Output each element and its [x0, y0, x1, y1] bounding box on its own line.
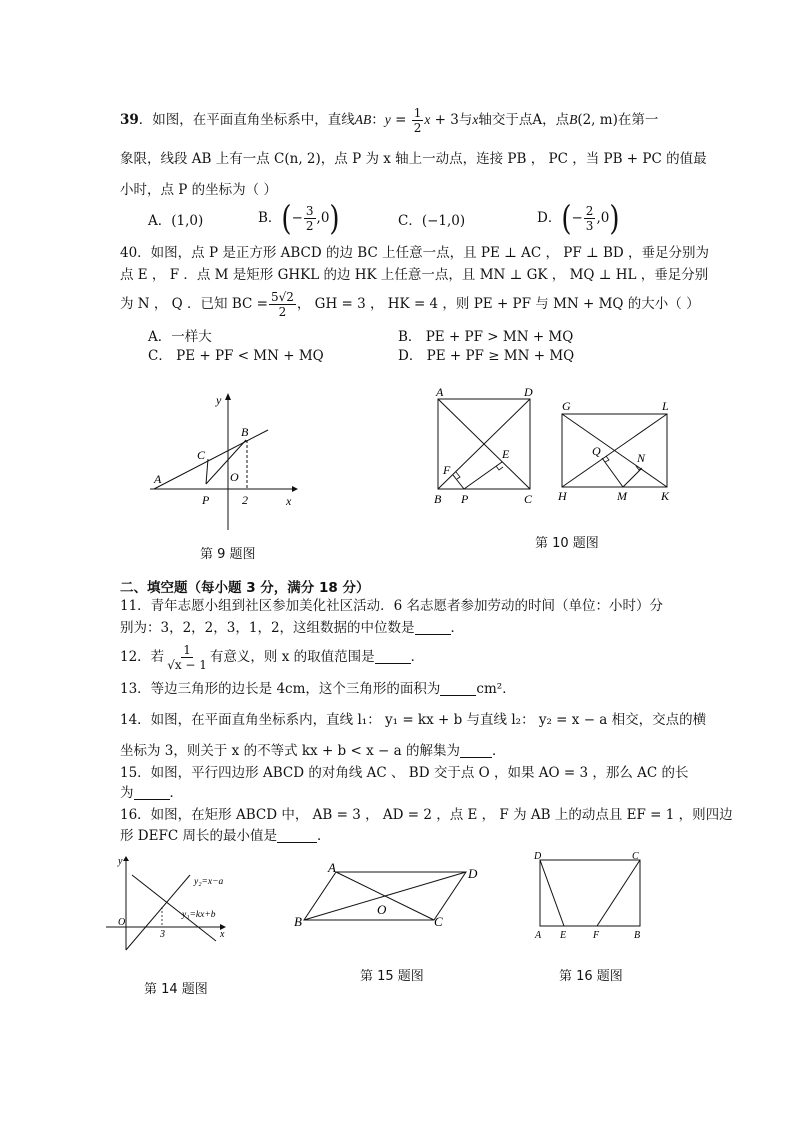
fig16-caption: 第 16 题图	[559, 969, 623, 984]
fig10-label-a: A	[436, 385, 444, 399]
q14-line2: 坐标为 3，则关于 x 的不等式 kx + b < x − a 的解集为 ．	[120, 743, 506, 759]
fig16-label-e: E	[560, 930, 567, 941]
fig10-label-l: L	[662, 399, 669, 413]
fig15-caption: 第 15 题图	[360, 969, 424, 984]
fig14-label-3: 3	[160, 929, 165, 940]
fig10-label-g: G	[562, 399, 571, 413]
fig15-label-b: B	[294, 914, 302, 929]
fig9-label-p: P	[202, 493, 210, 507]
fig9-label-y: y	[216, 393, 222, 407]
fig9-label-o: O	[230, 470, 239, 484]
q39-option-a: A．(1,0)	[148, 213, 204, 229]
fig14-label-o: O	[118, 917, 126, 928]
figure-16	[530, 848, 648, 942]
fig10-label-h: H	[558, 489, 567, 503]
fig16-label-a: A	[535, 930, 542, 941]
q40-line1: 40．如图，点 P 是正方形 ABCD 的边 BC 上任意一点，且 PE ⊥ AC ， PF ⊥ BD ，垂足分别为	[120, 245, 710, 261]
figure-9	[140, 388, 310, 533]
q40-option-a: A．一样大	[148, 329, 212, 345]
fig9-label-a: A	[154, 472, 162, 486]
fig9-caption: 第 9 题图	[200, 547, 256, 562]
fig16-label-c: C	[632, 851, 639, 862]
q40-option-b: B． PE + PF > MN + MQ	[398, 329, 574, 345]
fig10-label-e: E	[502, 447, 510, 461]
q39-option-c: C．(−1,0)	[398, 213, 466, 229]
fig14-caption: 第 14 题图	[144, 982, 208, 997]
q11-line2: 别为：3，2，2，3，1，2，这组数据的中位数是 ．	[120, 620, 465, 636]
fig14-label-y2: y₂=x−a	[194, 877, 224, 887]
fig15-label-o: O	[377, 902, 387, 917]
figure-10	[430, 382, 680, 512]
fig14-label-y1: y₁=kx+b	[182, 910, 216, 920]
fig10-label-m: M	[617, 489, 627, 503]
fig14-label-y: y	[118, 856, 123, 867]
fig10-label-c: C	[524, 492, 533, 506]
q11-line1: 11．青年志愿小组到社区参加美化社区活动．6 名志愿者参加劳动的时间（单位：小时）分	[120, 598, 664, 614]
q15-line2: 为 ．	[120, 785, 183, 801]
fig10-label-k: K	[661, 489, 670, 503]
fig16-label-d: D	[534, 851, 542, 862]
fig9-label-x: x	[286, 494, 292, 508]
fig10-label-d: D	[524, 385, 533, 399]
q16-line1: 16．如图，在矩形 ABCD 中， AB = 3 ， AD = 2 ，点 E ， F 为 AB 上的动点且 EF = 1 ，则四边	[120, 807, 733, 823]
q39-frac: $\frac{1}{2}$	[413, 106, 422, 135]
fig15-label-a: A	[328, 860, 336, 875]
q40-line2: 点 E ， F ．点 M 是矩形 GHKL 的边 HK 上任意一点，且 MN ⊥ GK ， MQ ⊥ HL ，垂足分别	[120, 267, 709, 283]
fig15-label-c: C	[434, 914, 443, 929]
fig10-label-b: B	[434, 492, 442, 506]
section-title: 二、填空题（每小题 3 分，满分 18 分）	[120, 580, 370, 596]
q15-line1: 15．如图，平行四边形 ABCD 的对角线 AC 、 BD 交于点 O ，如果 AO = 3 ，那么 AC 的长	[120, 765, 689, 781]
q39-line1: 39．如图，在平面直角坐标系中，直线AB：y = $\frac{1}{2}$ x + 3与x轴交于点A，点B(2, m)在第一	[120, 106, 659, 135]
q40-option-c: C． PE + PF < MN + MQ	[148, 348, 324, 364]
q39-line3: 小时，点 P 的坐标为（ ）	[120, 182, 277, 198]
figure-15	[290, 860, 490, 932]
q13: 13．等边三角形的边长是 4cm，这个三角形的面积为 cm²．	[120, 681, 516, 697]
q12: 12．若 $\frac{1}{√x - 1}$ 有意义，则 x 的取值范围是 ．	[120, 643, 425, 672]
fig16-label-f: F	[593, 930, 600, 941]
q39-option-b: B．(− $\frac{3}{2}$ ,0)	[258, 199, 340, 239]
fig9-label-b: B	[241, 425, 249, 439]
q14-line1: 14．如图，在平面直角坐标系内，直线 l₁： y₁ = kx + b 与直线 l₂： y₂ = x − a 相交，交点的横	[120, 712, 707, 728]
fig14-label-x: x	[220, 929, 225, 940]
fig10-label-f: F	[443, 463, 451, 477]
q40-option-d: D． PE + PF ≥ MN + MQ	[398, 348, 575, 364]
figure-14	[104, 855, 232, 955]
q40-line3: 为 N ， Q ．已知 BC = $\frac{5√2}{2}$ ， GH = 3 ， HK = 4 ，则 PE + PF 与 MN + MQ 的大小（ ）	[120, 290, 700, 319]
fig9-label-c: C	[197, 448, 206, 462]
fig15-label-d: D	[468, 866, 478, 881]
fig16-label-b: B	[634, 930, 641, 941]
fig10-label-n: N	[637, 451, 646, 465]
q16-line2: 形 DEFC 周长的最小值是 ．	[120, 828, 331, 844]
fig10-label-q: Q	[592, 444, 601, 458]
fig10-caption: 第 10 题图	[535, 536, 599, 551]
q39-option-d: D．(− $\frac{2}{3}$ ,0)	[537, 199, 620, 239]
fig9-label-2: 2	[242, 493, 248, 507]
fig10-label-p: P	[461, 492, 469, 506]
q39-line2: 象限，线段 AB 上有一点 C(n, 2)，点 P 为 x 轴上一动点，连接 PB ， PC ，当 PB + PC 的值最	[120, 151, 707, 167]
